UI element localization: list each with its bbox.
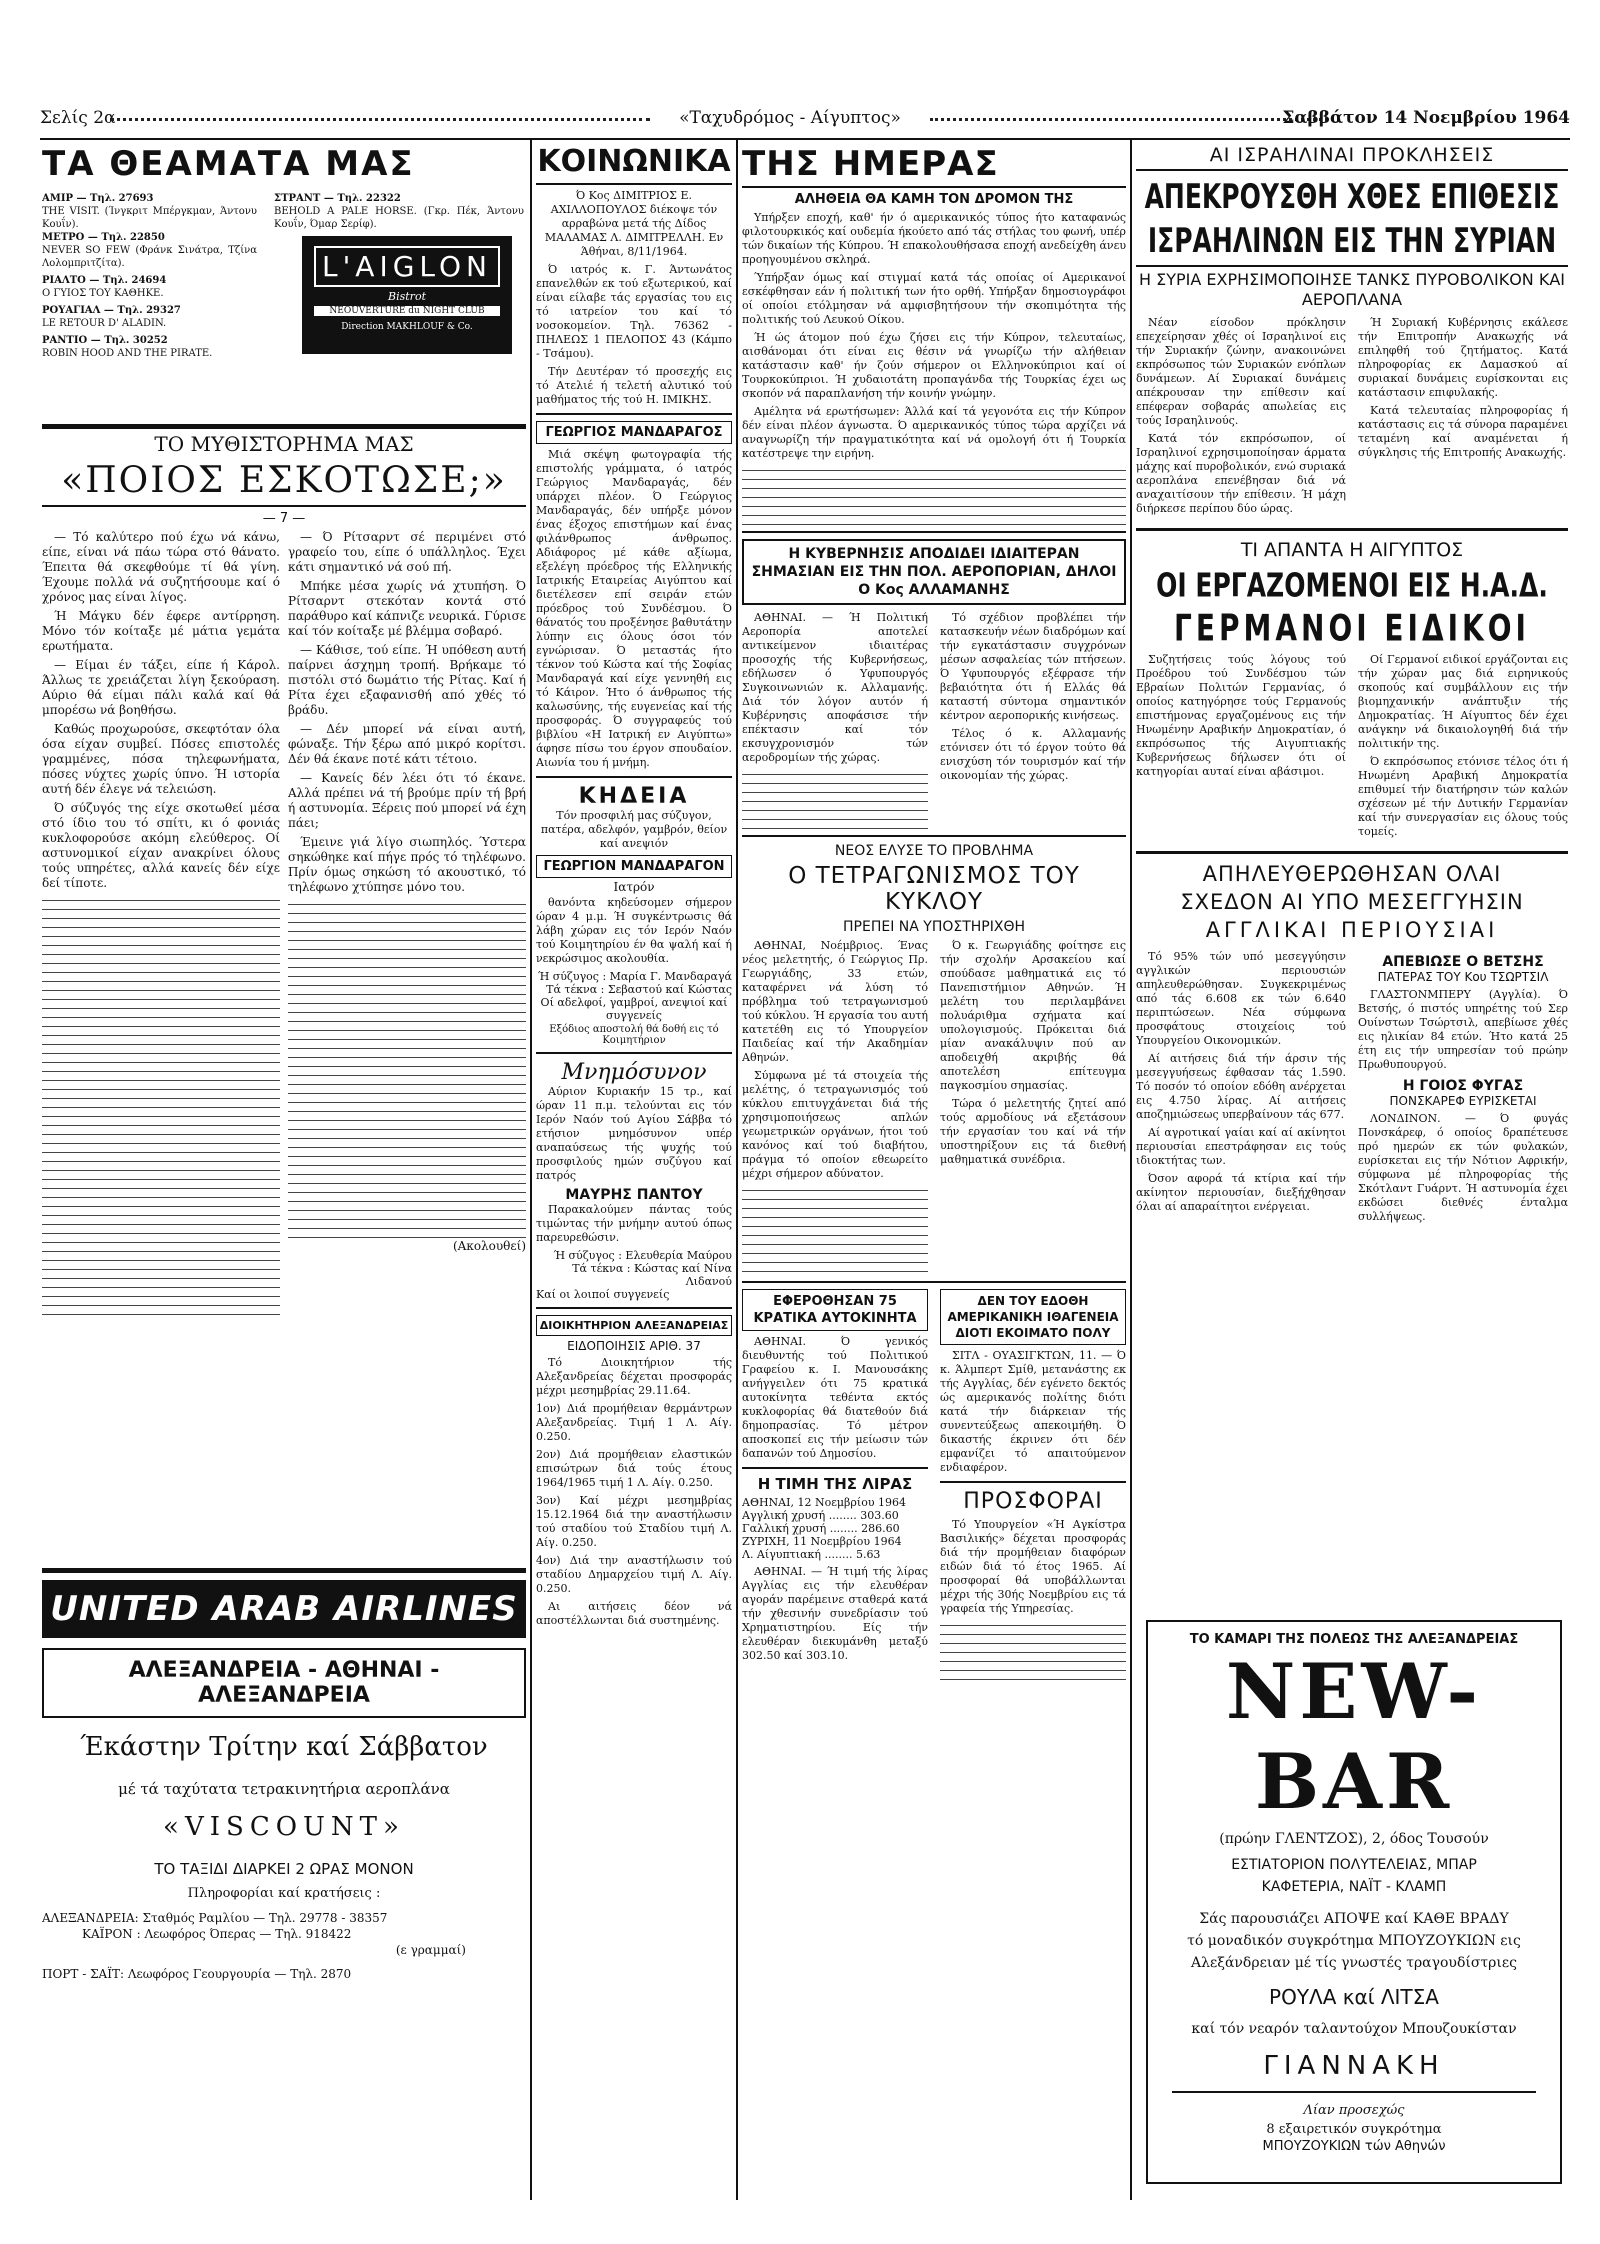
novel-paragraph: — Είμαι έν τάξει, είπε ή Κάρολ. Άλλως τε χρειάζεται λίγη ξεκούραση. Αύριο θά είμαι πάλι καλά καί θά μπορέσω νά βοηθήσω. (42, 658, 280, 717)
newbar-kind-2: ΚΑΦΕΤΕΡΙΑ, ΝΑΪΤ - ΚΛΑΜΠ (1261, 1879, 1447, 1895)
uaa-route: ΑΛΕΞΑΝΔΡΕΙΑ - ΑΘΗΝΑΙ - ΑΛΕΞΑΝΔΡΕΙΑ (42, 1648, 526, 1718)
fuga-title: Η ΓΟΙΟΣ ΦΥΓΑΣ (1402, 1078, 1524, 1094)
listing: LE RETOUR D' ALADIN. (42, 318, 167, 329)
koinonika-title: ΚΟΙΝΩΝΙΚΑ (537, 144, 731, 179)
cars-title: ΕΦΕΡΟΘΗΣΑΝ 75 ΚΡΑΤΙΚΑ ΑΥΤΟΚΙΝΗΤΑ (742, 1289, 928, 1331)
aiglon-ad (302, 236, 512, 354)
newbar-line: Σάς παρουσιάζει ΑΠΟΨΕ καί ΚΑΘΕ ΒΡΑΔΥ (1199, 1911, 1509, 1927)
novel-paragraph: — Ό Ρίτσαρντ σέ περιμένει στό γραφείο του, είπε ό υπάλληλος. Έχει κάτι σημαντικό νά σού πή. (288, 530, 526, 574)
israel-col-right (1358, 316, 1568, 520)
listing: Ο ΓΥΙΟΣ ΤΟΥ ΚΑΘΗΚΕ. (42, 288, 164, 299)
kideia-children: Τά τέκνα : Σεβαστού καί Κώστας (546, 983, 732, 996)
newbar-name: NEW-BAR (1225, 1647, 1483, 1826)
imeras-paragraph: Υπήρξεν εποχή, καθ' ήν ό αμερικανικός τύπος ήτο καταφανώς φιλοτουρκικός καί ουδεμία ήκούετο από τάς στήλας του φωνή, υπέρ τών δικαίων τής Κύπρου. Ή επακολουθήσασα εποχή ανεδείχθη άνευ προηγουμένου σκληρά. (742, 211, 1126, 266)
aiglon-line1: Bistrot (388, 290, 426, 303)
kideia-text: θανόντα κηδεύσομεν σήμερον ώραν 4 μ.μ. Ή συγκέντρωσις θά λάβη χώραν εις τόν Ιερόν Ναόν τού Κοιμητηρίου έν θα ψαλή καί ή νεκρώσιμος ακολουθία. (536, 896, 732, 965)
listing: ΡΟΥΑΓΙΑΛ — Τηλ. 29327 (42, 305, 181, 316)
circle-col-left (742, 939, 928, 1275)
israel-headline-1: ΑΠΕΚΡΟΥΣΘΗ ΧΘΕΣ ΕΠΙΘΕΣΙΣ (1144, 176, 1560, 216)
mnimosynon-note: Καί οι λοιποί συγγενείς (536, 1288, 670, 1301)
novel-paragraph: — Τό καλύτερο πού έχω νά κάνω, είπε, είναι νά πάω τώρα στό θάνατο. Έπειτα θά σκεφθούμε τί θά γίνη. Έχουμε πολλά νά συζητήσουμε καί ό χρόνος μας είναι λίγος. (42, 530, 280, 604)
lira-title: Η ΤΙΜΗ ΤΗΣ ΛΙΡΑΣ (757, 1475, 913, 1493)
egypt-paragraph: Συζητήσεις τούς λόγους τού Προέδρου τού Συνδέσμου τών Εβραίων Πολιτών Γερμανίας, ό οποίος κατηγόρησε τούς Γερμανούς επιστήμονας εργαζομένους εις τήν Ηνωμένην Αραβικήν Δημοκρατίαν, ό εκπρόσωπος τής Αιγυπτιακής Κυβερνήσεως δήλωσεν ότι οί κατηγορίαι αυταί είναι αβάσιμοι. (1136, 653, 1346, 778)
imeras-paragraph: Ύπήρξαν όμως καί στιγμαί κατά τάς οποίας οί Αμερικανοί εσκέφθησαν εάν ή πολιτική των ήτο ορθή. Υπήρξαν δημοσιογράφοι οί οποίοι ετόλμησαν νά αμφισβητήσουν τήν σκοπιμότητα τής πολιτικής τού Λευκού Οίκου. (742, 271, 1126, 326)
lira-line: Λ. Αίγυπτιακή ........ 5.63 (742, 1548, 881, 1561)
novel-paragraph: — Κάθισε, τού είπε. Ή υπόθεση αυτή παίρνει άσχημη τροπή. Βρήκαμε τό πιστόλι στό δωμάτιο τής Ρίτας. Καί ή Ρίτα έχει εξαφανισθή από χθές τό βράδυ. (288, 643, 526, 717)
koinonika-rule (536, 413, 732, 415)
cars-text: ΑΘΗΝΑΙ. Ό γενικός διευθυντής τού Πολιτικού Γραφείου κ. Ι. Μανουσάκης ανήγγειλεν ότι 75 κρατικά αυτοκίνητα τεθέντα εκτός κυκλοφορίας θά διατεθούν διά δημοπρασίας. Τό μέτρον αποσκοπεί εις τήν μείωσιν τών δαπανών τού Δημοσίου. (742, 1335, 928, 1460)
betsis-text: ΓΛΑΣΤΟΝΜΠΕΡΥ (Αγγλία). Ό Βετσής, ό πιστός υπηρέτης τού Σερ Ουίνστων Τσώρτσιλ, απεβίωσε χθές εις ηλικίαν 84 ετών. Ήτο κατά 25 έτη εις τήν υπηρεσίαν τού πρώην Πρωθυπουργού. (1358, 988, 1568, 1071)
imeras-rule (742, 186, 1126, 188)
imeras-title: ΤΗΣ ΗΜΕΡΑΣ (742, 144, 999, 184)
newbar-line: τό μοναδικόν συγκρότημα ΜΠΟΥΖΟΥΚΙΩΝ εις (1187, 1933, 1521, 1949)
kyvernisis-col-right (940, 611, 1126, 829)
newbar-musician: ΓΙΑΝΝΑΚΗ (1263, 2051, 1445, 2081)
novel-paragraph: — Δέν μπορεί νά είναι αυτή, φώναξε. Τήν ξέρω από μικρό κορίτσι. Δέν θά έκανε ποτέ κάτι τέτοιο. (288, 722, 526, 766)
header-dots-left (110, 118, 650, 121)
kyvernisis-text-lines (742, 769, 928, 829)
circle-paragraph: Τώρα ό μελετητής ζητεί από τούς αρμοδίους νά εξετάσουν τήν εργασίαν του καί νά τήν υποστηρίξουν εις τά διεθνή μαθηματικά συνέδρια. (940, 1097, 1126, 1166)
fuga-text: ΛΟΝΔΙΝΟΝ. — Ό φυγάς Πονσκάρεφ, ό οποίος δραπέτευσε πρό ημερών εκ τών φυλακών, ευρίσκεται εις τήν Νότιον Αφρικήν, σύμφωνα μέ πληροφορίας τής Σκότλαντ Γυάρντ. Ή αστυνομία έχει εκδώσει διεθνές ένταλμα συλλήψεως. (1358, 1112, 1568, 1223)
circle-paragraph: ΑΘΗΝΑΙ, Νοέμβριος. Ένας νέος μελετητής, ό Γεώργιος Πρ. Γεωργιάδης, 33 ετών, καταφέρνει νά λύση τό πρόβλημα τού τετραγωνισμού τού κύκλου. Ή εργασία του αυτή κατετέθη εις τό Υπουργείον Παιδείας καί τήν Ακαδημίαν Αθηνών. (742, 939, 928, 1064)
israel-rule (1136, 265, 1568, 267)
aggliki-paragraph: Όσον αφορά τά κτίρια καί τήν ακίνητον περιουσίαν, διεξήχθησαν όλαι αί απαραίτητοι ενέργειαι. (1136, 1172, 1346, 1213)
header-dots-right (930, 118, 1340, 121)
obituary-text: Μιά σκέψη φωτογραφία τής επιστολής γράμματα, ό ιατρός Γεώργιος Μανδαραγάς, δέν υπάρχει πλέον. Ό Γεώργιος Μανδαραγάς, δέν υπήρξε μόνον ένας έξοχος επιστήμων καί ένας φιλάνθρωπος άνθρωπος. Αδιάφορος μέ κάθε αξίωμα, εξελέγη πρόεδρος τής Ελληνικής Ιατρικής Εταιρείας Αιγύπτου καί διετέλεσεν επί σειράν ετών πρόεδρος τού Συνδέσμου. Ό θάνατός του προξένησε βαθυτάτην λύπην εις όλους όσοι τόν εγνώρισαν. Ό μεταστάς ήτο τέκνον τού Κώστα καί τής Σοφίας Μανδαραγά καί είχε γεννηθή εις τό Κάιρον. Ήτο ό άνθρωπος τής καλωσύνης, τής ευγενείας καί τής προσφοράς. Ό συγγραφεύς τού βιβλίου «Η Ιατρική εν Αιγύπτω» άφησε πίσω του έργον σπουδαίον. Αιωνία του ή μνήμη. (536, 448, 732, 769)
kideia-title: ΚΗΔΕΙΑ (578, 784, 690, 809)
dioikitirion-sub: ΕΙΔΟΠΟΙΗΣΙΣ ΑΡΙΘ. 37 (567, 1339, 701, 1353)
israel-sub: Η ΣΥΡΙΑ ΕΧΡΗΣΙΜΟΠΟΙΗΣΕ ΤΑΝΚΣ ΠΥΡΟΒΟΛΙΚΟΝ ΚΑΙ ΑΕΡΟΠΛΑΝΑ (1138, 270, 1565, 309)
mnimosynon-text2: Παρακαλούμεν πάντας τούς τιμώντας τήν μνήμην αυτού όπως παρευρεθώσιν. (536, 1203, 732, 1244)
newbar-singers: ΡΟΥΛΑ καί ΛΙΤΣΑ (1269, 1985, 1439, 2009)
kyvernisis-col-left (742, 611, 928, 829)
uaa-plane: «VISCOUNT» (163, 1812, 405, 1842)
listing: THE VISIT. (Ίνγκριτ Μπέργκμαν, Άντονυ Κουΐν). (42, 206, 257, 230)
lira-line: Γαλλική χρυσή ........ 286.60 (742, 1522, 900, 1535)
prosforai-text-lines (940, 1620, 1126, 1680)
kideia-role: Ιατρόν (613, 880, 655, 894)
header-rule (40, 138, 1570, 140)
lira-line: Αγγλική χρυσή ........ 303.60 (742, 1509, 899, 1522)
novel-title: «ΠΟΙΟΣ ΕΣΚΟΤΩΣΕ;» (61, 460, 507, 501)
cars-block (742, 1289, 928, 1680)
listing: ΡΙΑΛΤΟ — Τηλ. 24694 (42, 275, 167, 286)
mnimosynon-children: Τά τέκνα : Κώστας καί Νίνα Λιδανού (572, 1262, 732, 1288)
aggliki-title-3: ΑΓΓΛΙΚΑΙ ΠΕΡΙΟΥΣΙΑΙ (1205, 918, 1499, 942)
israel-kicker: ΑΙ ΙΣΡΑΗΛΙΝΑΙ ΠΡΟΚΛΗΣΕΙΣ (1209, 144, 1495, 166)
column-rule-2 (736, 140, 738, 2200)
uaa-address-lines: (ε γραμμαί) (395, 1943, 466, 1957)
egypt-paragraph: Οί Γερμανοί ειδικοί εργάζονται εις τήν χώραν μας διά ειρηνικούς σκοπούς καί συμβάλλουν εις τήν βιομηχανικήν ανάπτυξιν τής Δημοκρατίας. Ή Αίγυπτος δέν έχει ανάγκην νά δικαιολογηθή διά τήν πολιτικήν της. (1358, 653, 1568, 750)
imeras-rule (742, 531, 1126, 533)
imeras-rule (742, 1467, 928, 1469)
israel-paragraph: Ή Συριακή Κυβέρνησις εκάλεσε τήν Επιτροπήν Ανακωχής νά επιληφθή τού ζητήματος. Κατά πληροφορίας εκ Δαμασκού αί συριακαί δυνάμεις ευρίσκονται εις κατάστασιν επιφυλακής. (1358, 316, 1568, 399)
uaa-address-port: ΠΟΡΤ - ΣΑΪΤ: Λεωφόρος Γεουργουρία — Τηλ. 2870 (42, 1967, 352, 1981)
aggliki-paragraph: Τό 95% τών υπό μεσεγγύησιν αγγλικών περιουσιών απηλευθερώθησαν. Συγκεκριμένως από τάς 6.608 εκ τών 6.640 περιπτώσεων. Νέα σύμφωνα προσφάτους στοιχείοις τού Υπουργείου Οικονομικών. (1136, 950, 1346, 1047)
novel-continued: (Ακολουθεί) (452, 1239, 526, 1253)
newbar-soon-3: ΜΠΟΥΖΟΥΚΙΩΝ τών Αθηνών (1262, 2139, 1446, 2154)
newbar-address: (πρώην ΓΛΕΝΤΖΟΣ), 2, όδος Τουσούν (1219, 1831, 1489, 1847)
uaa-with: μέ τά ταχύτατα τετρακινητήρια αεροπλάνα (118, 1780, 450, 1798)
koinonika-rule (536, 776, 732, 778)
newbar-line: Αλεξάνδρειαν μέ τίς γνωστές τραγουδίστριες (1191, 1955, 1517, 1971)
theamata-right-list (274, 192, 524, 231)
circle-paragraph: Ό κ. Γεωργιάδης φοίτησε εις τήν σχολήν Αρσακείου καί σπούδασε μαθηματικά εις τό Πανεπιστήμιον Αθηνών. Ή μελέτη του περιλαμβάνει πολυάριθμα σχήματα καί υπολογισμούς. Πρόκειται διά μίαν ανακάλυψιν πού αν αποδειχθή ακριβής θά αποτελέση επίτευγμα παγκοσμίου σημασίας. (940, 939, 1126, 1092)
newbar-line: καί τόν νεαρόν ταλαντούχον Μπουζουκίσταν (1191, 2021, 1517, 2037)
aggliki-col-left (1136, 950, 1346, 1228)
ameri-text: ΣΙΤΛ - ΟΥΑΣΙΓΚΤΩΝ, 11. — Ό κ. Άλμπερτ Σμίθ, μετανάστης εκ τής Αγγλίας, δέν εγένετο δεκτός ώς αμερικανός πολίτης διότι κατά τήν διάρκειαν τής συνεντεύξεως απεκοιμήθη. Ό δικαστής έκρινεν ότι δέν εμφανίζει τό απαιτούμενον ενδιαφέρον. (940, 1349, 1126, 1474)
betsis-title: ΑΠΕΒΙΩΣΕ Ο ΒΕΤΣΗΣ (1382, 954, 1544, 970)
circle-col-right (940, 939, 1126, 1275)
dioikitirion-item: 3ον) Καί μέχρι μεσημβρίας 15.12.1964 διά την αναστήλωσιν τού σταδίου τού Σταδίου τιμή Λ. Αίγ. 0.250. (536, 1494, 732, 1549)
circle-title: Ο ΤΕΤΡΑΓΩΝΙΣΜΟΣ ΤΟΥ ΚΥΚΛΟΥ (788, 863, 1080, 915)
aiglon-line3: Direction MAKHLOUF & Co. (341, 322, 473, 332)
novel-part: — 7 — (262, 511, 306, 526)
egypt-headline-1: ΟΙ ΕΡΓΑΖΟΜΕΝΟΙ ΕΙΣ Η.Α.Δ. (1156, 566, 1548, 605)
novel-section (42, 432, 526, 1562)
kideia-siblings: Οί αδελφοί, γαμβροί, ανεψιοί καί συγγενείς (540, 996, 728, 1022)
novel-col-right (288, 530, 526, 1315)
lira-text: ΑΘΗΝΑΙ. — Ή τιμή τής λίρας Αγγλίας εις τήν ελευθέραν αγοράν παρέμεινε σταθερά κατά τήν χθεσινήν συνεδρίασιν τού Χρηματιστηρίου. Είς τήν ελευθέραν διεκυμάνθη μεταξύ 302.50 καί 303.10. (742, 1565, 928, 1662)
novel-text-lines (288, 899, 526, 1239)
koinonika-section (536, 144, 732, 2194)
egypt-kicker: ΤΙ ΑΠΑΝΤΑ Η ΑΙΓΥΠΤΟΣ (1240, 539, 1464, 561)
novel-rule (42, 505, 526, 507)
mnimosynon-family: Ή σύζυγος : Ελευθερία Μαύρου (553, 1249, 732, 1262)
novel-text-lines (42, 895, 280, 1315)
egypt-paragraph: Ό εκπρόσωπος ετόνισε τέλος ότι ή Ηνωμένη Αραβική Δημοκρατία επιθυμεί τήν διατήρησιν τών καλών σχέσεων μέ τήν Δυτικήν Γερμανίαν καί τήν συνεργασίαν εις όλους τούς τομείς. (1358, 755, 1568, 838)
engagement-notice: Ό Κος ΔΙΜΙΤΡΙΟΣ Ε. ΑΧΙΛΛΟΠΟΥΛΟΣ διέκοψε τόν αρραβώνα μετά τής Δίδος ΜΑΛΑΜΑΣ Λ. ΔΙΜΙΤΡΕΛΛΗ. Εν Άθήναι, 8/11/1964. (544, 189, 724, 258)
novel-paragraph: Ή Μάγκυ δέν έφερε αντίρρηση. Μόνο τόν κοίταξε μέ μάτια γεμάτα ερωτήματα. (42, 609, 280, 653)
lira-line: ΑΘΗΝΑΙ, 12 Νοεμβρίου 1964 (742, 1496, 906, 1509)
novel-paragraph: Καθώς προχωρούσε, σκεφτόταν όλα όσα είχαν συμβεί. Πόσες επιστολές γραμμένες, πόσα τηλεφωνήματα, πόσες νύχτες χωρίς ύπνο. Ή ιστορία αυτή δέν έλεγε νά τελειώση. (42, 722, 280, 796)
betsis-sub: ΠΑΤΕΡΑΣ ΤΟΥ Κου ΤΣΩΡΤΣΙΛ (1377, 970, 1549, 984)
aggliki-paragraph: Αί αιτήσεις διά τήν άρσιν τής μεσεγγυήσεως έφθασαν τάς 1.590. Τό ποσόν τό οποίον εδόθη ανέρχεται εις 4.750 λίρας. Αί αιτήσεις αποζημιώσεως υπερβαίνουν τάς 677. (1136, 1052, 1346, 1121)
imeras-paragraph: Ή ώς άτομον πού έχω ζήσει εις τήν Κύπρον, τελευταίως, αισθάνομαι ότι είναι εις θέσιν νά γνωρίζω τήν αλήθειαν κατάστασιν καθ' ήν ζούν σήμερον οι Ελληνοκύπριοι καί οί Τουρκοκύπριοι. Ή χυδαιοτάτη προπαγάνδα τής Τουρκίας έχει ως σκοπόν νά παραπλανήση τήν κοινήν γνώμην. (742, 331, 1126, 400)
prosforai-title: ΠΡΟΣΦΟΡΑΙ (963, 1489, 1103, 1514)
mnimosynon-name: ΜΑΥΡΗΣ ΠΑΝΤΟΥ (565, 1187, 703, 1203)
listing: ΑΜΙΡ — Τηλ. 27693 (42, 193, 154, 204)
imeras-text-lines (742, 465, 1126, 525)
dioikitirion-item: 1ον) Διά προμήθειαν θερμάντρων Αλεξανδρείας. Τιμή 1 Λ. Αίγ. 0.250. (536, 1402, 732, 1443)
uaa-duration: ΤΟ ΤΑΞΙΔΙ ΔΙΑΡΚΕΙ 2 ΩΡΑΣ ΜΟΝΟΝ (154, 1860, 414, 1878)
circle-paragraph: Σύμφωνα μέ τά στοιχεία τής μελέτης, ό τετραγωνισμός τού κύκλου επιτυγχάνεται διά τής χρησιμοποιήσεως απλών γεωμετρικών οργάνων, ήτοι τού κανόνος καί τού διαβήτου, πράγμα τό οποίον εθεωρείτο μέχρι σήμερον αδύνατον. (742, 1069, 928, 1180)
israel-rule (1136, 169, 1568, 171)
newbar-kind: ΕΣΤΙΑΤΟΡΙΟΝ ΠΟΛΥΤΕΛΕΙΑΣ, ΜΠΑΡ (1231, 1857, 1477, 1873)
kyvernisis-paragraph: Τέλος ό κ. Αλλαμανής ετόνισεν ότι τό έργον τούτο θά ενισχύση τόν τουρισμόν καί τήν οικονομίαν τής χώρας. (940, 727, 1126, 782)
imeras-section (742, 144, 1126, 2194)
kideia-name: ΓΕΩΡΓΙΟΝ ΜΑΝΔΑΡΑΓΟΝ (536, 855, 732, 878)
circle-text-lines (742, 1185, 928, 1275)
listing: ΣΤΡΑΝΤ — Τηλ. 22322 (274, 193, 401, 204)
obituary-title: ΓΕΩΡΓΙΟΣ ΜΑΝΔΑΡΑΓΟΣ (536, 421, 732, 444)
theamata-title: ΤΑ ΘΕΑΜΑΤΑ ΜΑΣ (42, 144, 415, 184)
newbar-ad (1146, 1620, 1562, 2184)
mnimosynon-text: Αύριον Κυριακήν 15 τρ., καί ώραν 11 π.μ. τελούνται εις τόν Ιερόν Ναόν τού Αγίου Σάββα τό ετήσιον μνημόσυνον υπέρ αναπαύσεως τής ψυχής τού προσφιλούς ημών συζύγου καί πατρός (536, 1085, 732, 1182)
egypt-col-right (1358, 653, 1568, 843)
aiglon-line2: NEOUVERTURE du NIGHT CLUB (314, 306, 500, 316)
egypt-headline-2: ΓΕΡΜΑΝΟΙ ΕΙΔΙΚΟΙ (1174, 606, 1530, 650)
aggliki-paragraph: Αί αγροτικαί γαίαι καί αί ακίνητοι περιουσίαι επεστράφησαν εις τούς ιδιοκτήτας των. (1136, 1126, 1346, 1167)
uaa-info: Πληροφορίαι καί κρατήσεις : (187, 1886, 381, 1901)
aggliki-title-2: ΣΧΕΔΟΝ ΑΙ ΥΠΟ ΜΕΣΕΓΓΥΗΣΙΝ (1180, 890, 1524, 914)
dioikitirion-item: 4ον) Διά την αναστήλωσιν τού σταδίου Δημαρχείου τιμή Λ. Αίγ. 0.250. (536, 1554, 732, 1595)
circle-sub: ΠΡΕΠΕΙ ΝΑ ΥΠΟΣΤΗΡΙΧΘΗ (843, 919, 1025, 935)
novel-kicker: ΤΟ ΜΥΘΙΣΤΟΡΗΜΑ ΜΑΣ (154, 432, 414, 456)
uaa-address-cairo: ΚΑΪΡΟΝ : Λεωφόρος Όπερας — Τηλ. 918422 (82, 1927, 352, 1941)
dioikitirion-title: ΔΙΟΙΚΗΤΗΡΙΟΝ ΑΛΕΞΑΝΔΡΕΙΑΣ (536, 1315, 732, 1336)
theamata-rule (42, 424, 526, 429)
ceremony-notice: Τήν Δευτέραν τό προσεχής εις τό Ατελιέ ή τελετή αλυτικό τού μαθήματος τής τού Η. ΙΜΙΚΗΣ. (536, 365, 732, 406)
issue-date: Σαββάτον 14 Νοεμβρίου 1964 (1282, 108, 1570, 128)
aggliki-rule (1136, 851, 1568, 854)
imeras-paragraph: Αμέλητα νά ερωτήσωμεν: Άλλά καί τά γεγονότα εις τήν Κύπρον δέν είναι πλέον άγνωστα. Ό αμερικανικός τύπος τώρα αρχίζει νά αναγνωρίζη τήν πραγματικότητα καί νά ομολογή ότι ή Τουρκία κατέστρεψε την ειρήνη. (742, 405, 1126, 460)
egypt-rule (1136, 528, 1568, 531)
lira-line: ΖΥΡΙΧΗ, 11 Νοεμβρίου 1964 (742, 1535, 902, 1548)
column-rule-1 (530, 140, 532, 2200)
listing: ROBIN HOOD AND THE PIRATE. (42, 348, 213, 359)
dioikitirion-note: Αι αιτήσεις δέον νά αποστέλλωνται διά συστημένης. (536, 1600, 732, 1627)
kideia-intro: Τόν προσφιλή μας σύζυγον, πατέρα, αδελφόν, γαμβρόν, θείον καί ανεψιόν (540, 809, 728, 850)
uaa-brand: UNITED ARAB AIRLINES (42, 1580, 526, 1638)
israel-headline-2: ΙΣΡΑΗΛΙΝΩΝ ΕΙΣ ΤΗΝ ΣΥΡΙΑΝ (1147, 220, 1557, 260)
newbar-rule (1172, 2091, 1536, 2093)
mnimosynon-title: Μνημόσυνον (561, 1060, 707, 1085)
novel-bottom-rule (42, 1568, 526, 1573)
uaa-ad (42, 1580, 526, 2100)
imeras-rule (742, 835, 1126, 837)
ameri-title: ΔΕΝ ΤΟΥ ΕΔΟΘΗ ΑΜΕΡΙΚΑΝΙΚΗ ΙΘΑΓΕΝΕΙΑ ΔΙΟΤΙ ΕΚΟΙΜΑΤΟ ΠΟΛΥ (940, 1289, 1126, 1345)
kyvernisis-headline: Η ΚΥΒΕΡΝΗΣΙΣ ΑΠΟΔΙΔΕΙ ΙΔΙΑΙΤΕΡΑΝ ΣΗΜΑΣΙΑΝ ΕΙΣ ΤΗΝ ΠΟΛ. ΑΕΡΟΠΟΡΙΑΝ, ΔΗΛΟΙ Ο Κος ΑΛΛΑΜΑΝΗΣ (742, 539, 1126, 605)
column-rule-3 (1130, 140, 1132, 2200)
imeras-rule (940, 1481, 1126, 1483)
aggliki-col-right (1358, 950, 1568, 1228)
aggliki-title-1: ΑΠΗΛΕΥΘΕΡΩΘΗΣΑΝ ΟΛΑΙ (1202, 862, 1502, 886)
kideia-note: Εξόδιος αποστολή θά δοθή εις τό Κοιμητήριον (549, 1024, 719, 1046)
newbar-soon-2: 8 εξαιρετικόν συγκρότημα (1266, 2122, 1442, 2137)
israel-paragraph: Κατά τόν εκπρόσωπον, οί Ισραηλινοί εχρησιμοποίησαν άρματα μάχης καί πυροβολικόν, ενώ συριακά αεροπλάνα επενέβησαν διά νά αναχαιτίσουν τήν επίθεσιν. Ή μάχη διήρκεσε περίπου δύο ώρας. (1136, 432, 1346, 515)
israel-paragraph: Νέαν είσοδον πρόκλησιν επεχείρησαν χθές οί Ισραηλινοί εις τήν Συριακήν ζώνην, ανακοινώνει εκπρόσωπος τών Συριακών ενόπλων δυνάμεων. Αί Συριακαί δυνάμεις απέκρουσαν την επίθεσιν καί επέφεραν σοβαράς απωλείας εις τούς Ισραηλινούς. (1136, 316, 1346, 427)
fuga-sub: ΠΟΝΣΚΑΡΕΦ ΕΥΡΙΣΚΕΤΑΙ (1389, 1094, 1537, 1108)
koinonika-rule (536, 183, 732, 185)
israel-col-left (1136, 316, 1346, 520)
imeras-headline: ΑΛΗΘΕΙΑ ΘΑ ΚΑΜΗ ΤΟΝ ΔΡΟΜΟΝ ΤΗΣ (794, 192, 1074, 207)
circle-kicker: ΝΕΟΣ ΕΛΥΣΕ ΤΟ ΠΡΟΒΛΗΜΑ (834, 843, 1034, 859)
listing: ΡΑΝΤΙΟ — Τηλ. 30252 (42, 335, 168, 346)
page-header (40, 108, 1570, 134)
kideia-wife: Ή σύζυγος : Μαρία Γ. Μανδαραγά (537, 970, 732, 983)
egypt-col-left (1136, 653, 1346, 843)
koinonika-rule (536, 1307, 732, 1309)
uaa-address-alex: ΑΛΕΞΑΝΔΡΕΙΑ: Σταθμός Ραμλίου — Τηλ. 29778 - 38357 (42, 1911, 388, 1925)
newbar-soon: Λίαν προσεχώς (1303, 2103, 1405, 2118)
novel-paragraph: — Κανείς δέν λέει ότι τό έκανε. Αλλά πρέπει νά τή βρούμε πρίν τή βρή ή αστυνομία. Ξέρεις πού μπορεί νά έχη πάει; (288, 771, 526, 830)
kyvernisis-paragraph: ΑΘΗΝΑΙ. — Ή Πολιτική Αεροπορία αποτελεί αντικείμενον ιδιαιτέρας προσοχής τής Κυβερνήσεως, εδήλωσεν ό Υφυπουργός Συγκοινωνιών κ. Αλλαμανής. Διά τόν λόγον αυτόν ή Κυβέρνησις αποφάσισε τήν επέκτασιν καί τόν εκσυγχρονισμόν τών αεροδρομίων τής χώρας. (742, 611, 928, 764)
listing: ΜΕΤΡΟ — Τηλ. 22850 (42, 232, 165, 243)
listing: NEVER SO FEW (Φράνκ Σινάτρα, Τζίνα Λολομπριτζίτα). (42, 245, 257, 269)
prosforai-text: Τό Υπουργείον «Ή Αγκίστρα Βασιλικής» δέχεται προσφοράς διά τήν προμήθειαν διαφόρων ειδών διά τό έτος 1965. Αί προσφοραί θά υποβάλλωνται μέχρι τής 30ής Νοεμβρίου εις τά γραφεία τής Υπηρεσίας. (940, 1518, 1126, 1615)
dioikitirion-text: Τό Διοικητήριον τής Αλεξανδρείας δέχεται προσφοράς μέχρι μεσημβρίας 29.11.64. (536, 1356, 732, 1397)
theamata-left-list (42, 192, 257, 360)
novel-paragraph: Μπήκε μέσα χωρίς νά χτυπήση. Ό Ρίτσαρντ στεκόταν κοντά στό παράθυρο καί κάπνιζε νευρικά. Γύρισε καί τόν κοίταξε μέ βλέμμα σοβαρό. (288, 579, 526, 638)
imeras-rule (742, 1281, 1126, 1283)
novel-paragraph: Ό σύζυγός της είχε σκοτωθεί μέσα στό ίδιο του τό σπίτι, κι ό φονιάς κυκλοφορούσε ακόμη ελεύθερος. Οί αστυνομικοί είχαν ανακρίνει όλους τούς υπηρέτες, αλλά κανείς δέν είχε δεί τίποτε. (42, 801, 280, 890)
novel-paragraph: Έμεινε γιά λίγο σιωπηλός. Ύστερα σηκώθηκε καί πήγε πρός τό τηλέφωνο. Πρίν όμως σηκώση τό ακουστικό, τό τηλέφωνο χτύπησε μόνο του. (288, 835, 526, 894)
uaa-days: Έκάστην Τρίτην καί Σάββατον (80, 1732, 488, 1762)
newbar-kicker: ΤΟ ΚΑΜΑΡΙ ΤΗΣ ΠΟΛΕΩΣ ΤΗΣ ΑΛΕΞΑΝΔΡΕΙΑΣ (1189, 1632, 1519, 1647)
doctor-notice: Ό ιατρός κ. Γ. Άντωνάτος επανελθών εκ τού εξωτερικού, καί είναι είλαβε τάς εργασίας του εις τό ιατρείον του καί τό νοσοκομείον. Τηλ. 76362 - ΠΗΛΕΩΣ 1 ΠΕΛΟΠΟΣ 43 (Κάμπο - Τσάμου). (536, 263, 732, 360)
page-number: Σελίς 2α (40, 108, 116, 128)
newspaper-name: «Ταχυδρόμος - Αίγυπτος» (679, 108, 901, 128)
dioikitirion-item: 2ον) Διά προμήθειαν ελαστικών επισώτρων διά τούς έτους 1964/1965 τιμή 1 Λ. Αίγ. 0.250. (536, 1448, 732, 1489)
theamata-section (42, 144, 526, 424)
israel-paragraph: Κατά τελευταίας πληροφορίας ή κατάστασις εις τά σύνορα παραμένει τεταμένη καί αναμένεται ή σύγκλησις τής Επιτροπής Ανακωχής. (1358, 404, 1568, 459)
aiglon-name: L'AIGLON (314, 246, 500, 287)
listing: BEHOLD A PALE HORSE. (Γκρ. Πέκ, Άντονυ Κουΐν, Όμαρ Σερίφ). (274, 206, 524, 230)
novel-col-left (42, 530, 280, 1315)
kyvernisis-paragraph: Τό σχέδιον προβλέπει τήν κατασκευήν νέων διαδρόμων καί τήν εγκατάστασιν συγχρόνων μέσων ασφαλείας τών πτήσεων. Ό Υφυπουργός εξέφρασε τήν βεβαιότητα ότι ή Ελλάς θά καταστή σύντομα σημαντικόν κέντρον αεροπορικής κινήσεως. (940, 611, 1126, 722)
ameri-block (940, 1289, 1126, 1680)
koinonika-rule (536, 1052, 732, 1054)
